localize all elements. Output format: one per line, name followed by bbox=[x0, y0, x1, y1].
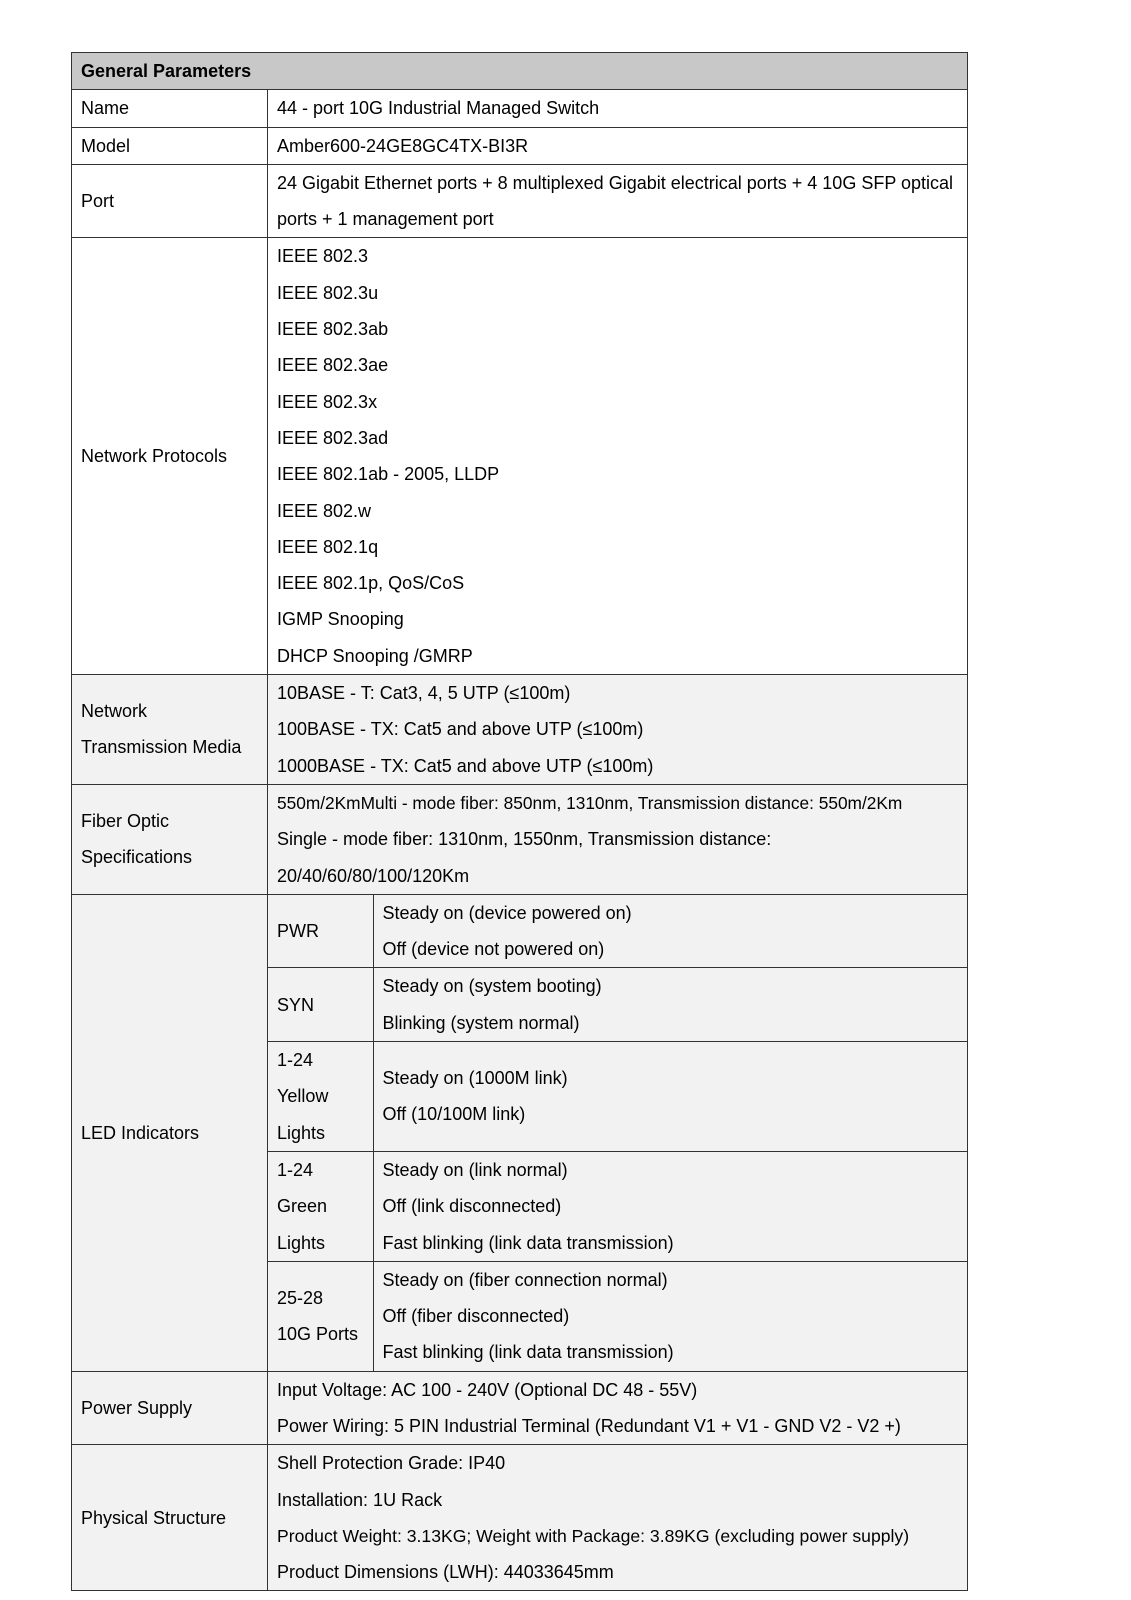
protocol-line: IEEE 802.3x bbox=[277, 391, 378, 412]
led-state-line: Off (device not powered on) bbox=[382, 939, 605, 960]
led-row bbox=[268, 1151, 967, 1261]
led-name bbox=[268, 1042, 373, 1152]
protocol-line: IEEE 802.1p, QoS/CoS bbox=[277, 573, 465, 594]
led-name-line: 1-24 bbox=[277, 1159, 314, 1180]
led-row bbox=[268, 968, 967, 1042]
protocol-line: DHCP Snooping /GMRP bbox=[277, 645, 473, 666]
protocol-line: IEEE 802.3 bbox=[277, 246, 369, 267]
row-value-led bbox=[268, 894, 968, 1371]
table-row bbox=[72, 90, 968, 127]
row-value-name: 44 - port 10G Industrial Managed Switch bbox=[268, 90, 968, 127]
led-name-line: SYN bbox=[277, 994, 315, 1015]
led-row bbox=[268, 1261, 967, 1370]
led-states bbox=[373, 1151, 967, 1261]
protocol-line: IEEE 802.1q bbox=[277, 536, 379, 557]
row-label-media bbox=[72, 675, 268, 785]
led-state-line: Fast blinking (link data transmission) bbox=[382, 1232, 674, 1253]
protocol-line: IEEE 802.1ab - 2005, LLDP bbox=[277, 464, 500, 485]
physical-line: Shell Protection Grade: IP40 bbox=[277, 1453, 506, 1474]
protocol-line: IEEE 802.3ae bbox=[277, 355, 389, 376]
table-row bbox=[72, 675, 968, 785]
led-state-line: Steady on (device powered on) bbox=[382, 902, 632, 923]
led-states bbox=[373, 895, 967, 968]
protocol-line: IEEE 802.w bbox=[277, 500, 372, 521]
table-row bbox=[72, 164, 968, 238]
physical-line: Installation: 1U Rack bbox=[277, 1489, 443, 1510]
led-state-line: Off (link disconnected) bbox=[382, 1196, 562, 1217]
led-name-line: Lights bbox=[277, 1122, 326, 1143]
led-state-line: Steady on (1000M link) bbox=[382, 1068, 568, 1089]
led-name bbox=[268, 895, 373, 968]
row-label-port: Port bbox=[72, 164, 268, 238]
led-row bbox=[268, 1042, 967, 1152]
table-row bbox=[72, 1371, 968, 1445]
led-state-line: Steady on (link normal) bbox=[382, 1159, 568, 1180]
table-row bbox=[72, 238, 968, 675]
row-label-power: Power Supply bbox=[72, 1371, 268, 1445]
row-label-fiber bbox=[72, 784, 268, 894]
media-line: 100BASE - TX: Cat5 and above UTP (≤100m) bbox=[277, 719, 644, 740]
protocol-line: IGMP Snooping bbox=[277, 609, 404, 630]
led-name bbox=[268, 1151, 373, 1261]
led-subtable bbox=[268, 895, 967, 1371]
media-line: 10BASE - T: Cat3, 4, 5 UTP (≤100m) bbox=[277, 683, 571, 704]
media-label-line: Transmission Media bbox=[81, 737, 242, 758]
protocol-line: IEEE 802.3ad bbox=[277, 427, 389, 448]
row-label-physical: Physical Structure bbox=[72, 1445, 268, 1591]
row-value-power bbox=[268, 1371, 968, 1445]
fiber-line: 20/40/60/80/100/120Km bbox=[277, 865, 470, 886]
led-name-line: 25-28 bbox=[277, 1287, 324, 1308]
protocol-line: IEEE 802.3ab bbox=[277, 319, 389, 340]
row-label-model: Model bbox=[72, 127, 268, 164]
led-states bbox=[373, 968, 967, 1042]
led-name bbox=[268, 1261, 373, 1370]
row-value-physical bbox=[268, 1445, 968, 1591]
row-value-port bbox=[268, 164, 968, 238]
led-name-line: 10G Ports bbox=[277, 1324, 359, 1345]
fiber-label-line: Specifications bbox=[81, 847, 193, 868]
physical-line: Product Dimensions (LWH): 44033645mm bbox=[277, 1562, 614, 1583]
fiber-line: Single - mode fiber: 1310nm, 1550nm, Transmission distance: bbox=[277, 829, 772, 850]
row-label-led: LED Indicators bbox=[72, 894, 268, 1371]
led-state-line: Off (fiber disconnected) bbox=[382, 1306, 570, 1327]
led-name bbox=[268, 968, 373, 1042]
header-row bbox=[72, 53, 968, 90]
table-row bbox=[72, 1445, 968, 1591]
led-name-line: 1-24 bbox=[277, 1050, 314, 1071]
led-row bbox=[268, 895, 967, 968]
protocol-line: IEEE 802.3u bbox=[277, 282, 379, 303]
row-value-fiber bbox=[268, 784, 968, 894]
table-title: General Parameters bbox=[72, 53, 968, 90]
led-state-line: Steady on (system booting) bbox=[382, 976, 602, 997]
port-text: 24 Gigabit Ethernet ports + 8 multiplexed Gigabit electrical ports + 4 10G SFP optical ports + 1 management port bbox=[277, 172, 954, 230]
table-row bbox=[72, 894, 968, 1371]
led-state-line: Off (10/100M link) bbox=[382, 1104, 526, 1125]
led-name-line: Lights bbox=[277, 1232, 326, 1253]
led-name-line: Green bbox=[277, 1196, 328, 1217]
led-name-line: Yellow bbox=[277, 1086, 329, 1107]
row-label-name: Name bbox=[72, 90, 268, 127]
fiber-line: 550m/2KmMulti - mode fiber: 850nm, 1310nm, Transmission distance: 550m/2Km bbox=[277, 792, 903, 813]
row-value-model: Amber600-24GE8GC4TX-BI3R bbox=[268, 127, 968, 164]
led-state-line: Blinking (system normal) bbox=[382, 1012, 580, 1033]
power-line: Input Voltage: AC 100 - 240V (Optional DC 48 - 55V) bbox=[277, 1379, 698, 1400]
media-line: 1000BASE - TX: Cat5 and above UTP (≤100m) bbox=[277, 755, 654, 776]
spec-table bbox=[71, 52, 968, 1591]
row-label-protocols: Network Protocols bbox=[72, 238, 268, 675]
led-states bbox=[373, 1042, 967, 1152]
row-value-media bbox=[268, 675, 968, 785]
media-label-line: Network bbox=[81, 701, 148, 722]
led-state-line: Fast blinking (link data transmission) bbox=[382, 1342, 674, 1363]
led-name-line: PWR bbox=[277, 920, 319, 941]
led-state-line: Steady on (fiber connection normal) bbox=[382, 1269, 668, 1290]
table-row bbox=[72, 127, 968, 164]
table-row bbox=[72, 784, 968, 894]
power-line: Power Wiring: 5 PIN Industrial Terminal (Redundant V1 + V1 - GND V2 - V2 +) bbox=[277, 1415, 901, 1436]
fiber-label-line: Fiber Optic bbox=[81, 811, 170, 832]
row-value-protocols bbox=[268, 238, 968, 675]
led-states bbox=[373, 1261, 967, 1370]
physical-line: Product Weight: 3.13KG; Weight with Package: 3.89KG (excluding power supply) bbox=[277, 1525, 910, 1546]
